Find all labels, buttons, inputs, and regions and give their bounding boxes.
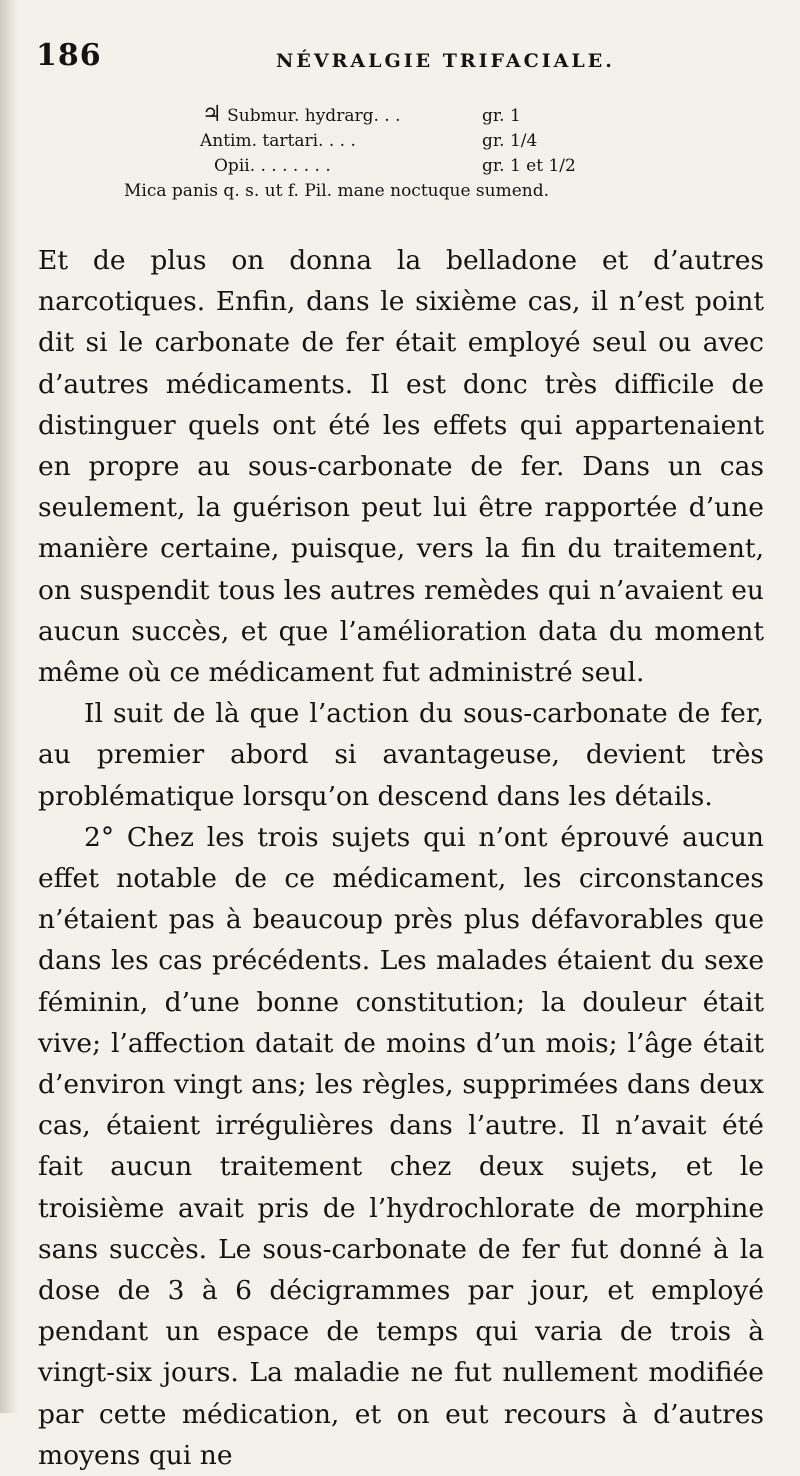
formula-instruction: Mica panis q. s. ut f. Pil. mane noctuque sumend. [124,181,549,201]
paragraph: Il suit de là que l’action du sous-carbonate de fer, au premier abord si avantageuse, devient très problématique lorsqu’on descend dans les détails. [38,698,764,812]
formula-ingredient: Opii. . . . . . . . [214,156,331,176]
formula-row [118,104,678,129]
recipe-symbol: ♃ [202,102,222,127]
paragraph: Et de plus on donna la belladone et d’autres narcotiques. Enfin, dans le sixième cas, il n’est point dit si le carbonate de fer était employé seul ou avec d’autres médicaments. Il est donc très difficile de distinguer quels ont été les effets qui appartenaient en propre au sous-carbonate de fer. Dans un cas seulement, la guérison peut lui être rapportée d’une manière certaine, puisque, vers la fin du traitement, on suspendit tous les autres remèdes qui n’avaient eu aucun succès, et que l’amélioration data du moment même où ce médicament fut administré seul. [38,245,764,689]
formula-ingredient: Submur. hydrarg. . . [227,106,401,126]
page-header [36,38,766,82]
running-title: NÉVRALGIE TRIFACIALE. [276,50,615,72]
formula-instruction-row [118,179,678,204]
formula-ingredient: Antim. tartari. . . . [200,131,356,151]
formula-dose: gr. 1 [482,106,521,126]
prescription-formula [118,104,678,204]
paragraph: 2° Chez les trois sujets qui n’ont éprouvé aucun effet notable de ce médicament, les circonstances n’étaient pas à beaucoup près plus défavorables que dans les cas précédents. Les malades étaient du sexe féminin, d’une bonne constitution; la douleur était vive; l’affection datait de moins d’un mois; l’âge était d’environ vingt ans; les règles, supprimées dans deux cas, étaient irrégulières dans l’autre. Il n’avait été fait aucun traitement chez deux sujets, et le troisième avait pris de l’hydrochlorate de morphine sans succès. Le sous-carbonate de fer fut donné à la dose de 3 à 6 décigrammes par jour, et employé pendant un espace de temps qui varia de trois à vingt-six jours. La maladie ne fut nullement modifiée par cette médication, et on eut recours à d’autres moyens qui ne [38,821,764,1471]
formula-dose: gr. 1 et 1/2 [482,156,576,176]
body-text [38,240,764,1476]
formula-dose: gr. 1/4 [482,131,538,151]
page-number: 186 [36,38,102,73]
page-gutter-shadow [0,0,18,1413]
formula-row [118,129,678,154]
formula-row [118,154,678,179]
